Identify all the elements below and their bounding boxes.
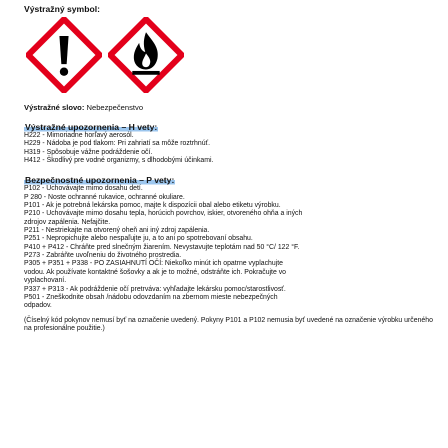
h-statement: H319 - Spôsobuje vážne podráždenie očí. xyxy=(24,148,153,156)
footnote: (Číselný kód pokynov nemusí byť na označenie uvedený. Pokyny P101 a P102 nemusia byť uvedené na označenie výrobku určeného na profesionálne použitie.) xyxy=(24,316,433,332)
p-statement: P410 + P412 - Chráňte pred slnečným žiarením. Nevystavujte teplotám nad 50 °C/ 122 °F. xyxy=(24,243,300,251)
p-statements-list xyxy=(24,185,442,310)
exclamation-mark-icon xyxy=(26,17,102,93)
p-statements-heading: Bezpečnostné upozornenia – P vety: xyxy=(25,175,175,186)
h-statement: H412 - Škodlivý pre vodné organizmy, s dlhodobými účinkami. xyxy=(24,157,214,165)
flame-icon xyxy=(108,17,184,93)
h-statement: H229 - Nádoba je pod tlakom: Pri zahriatí sa môže roztrhnúť. xyxy=(24,140,211,148)
h-statement: H222 - Mimoriadne horľavý aerosól. xyxy=(24,132,134,139)
p-statement: P211 - Nestriekajte na otvorený oheň ani iný zdroj zapálenia. xyxy=(24,227,210,235)
p-statement: P337 + P313 - Ak podráždenie očí pretrváva: vyhľadajte lekársku pomoc/starostlivosť. xyxy=(24,285,286,293)
p-statement: P251 - Nepropichujte alebo nespaľujte ju, a to ani po spotrebovaní obsahu. xyxy=(24,235,253,243)
p-statement: P273 - Zabráňte uvoľneniu do životného prostredia. xyxy=(24,252,182,260)
p-statement: P210 - Uchovávajte mimo dosahu tepla, horúcich povrchov, iskier, otvoreného ohňa a iných xyxy=(24,210,303,218)
p-statement: vyplachovaní. xyxy=(24,277,67,285)
p-statement: P102 - Uchovávajte mimo dosahu detí. xyxy=(24,185,143,193)
p-statement: odpadov. xyxy=(24,302,52,310)
signal-word-label: Výstražné slovo: xyxy=(24,103,85,112)
symbol-heading: Výstražný symbol: xyxy=(24,4,100,14)
h-statements-list xyxy=(24,132,442,165)
hazard-pictograms xyxy=(26,17,442,93)
signal-word xyxy=(24,103,442,112)
p-statement: zdrojov zapálenia. Nefajčite. xyxy=(24,218,111,226)
p-statement: P 280 - Noste ochranné rukavice, ochranné okuliare. xyxy=(24,193,185,201)
p-statement: P305 + P351 + P338 - PO ZASIAHNUTÍ OČÍ: Niekoľko minút ich opatrne vyplachujte xyxy=(24,260,283,268)
h-statements-heading: Výstražné upozornenia – H vety: xyxy=(25,122,158,132)
p-statement: P101 - Ak je potrebná lekárska pomoc, majte k dispozícii obal alebo etiketu výrobku. xyxy=(24,202,281,210)
signal-word-value: Nebezpečenstvo xyxy=(86,103,144,112)
p-statement: P501 - Zneškodnite obsah /nádobu odovzdaním na zbernom mieste nebezpečných xyxy=(24,293,278,301)
p-statement: vodou. Ak používate kontaktné šošovky a ak je to možné, odstráňte ich. Pokračujte vo xyxy=(24,268,286,276)
